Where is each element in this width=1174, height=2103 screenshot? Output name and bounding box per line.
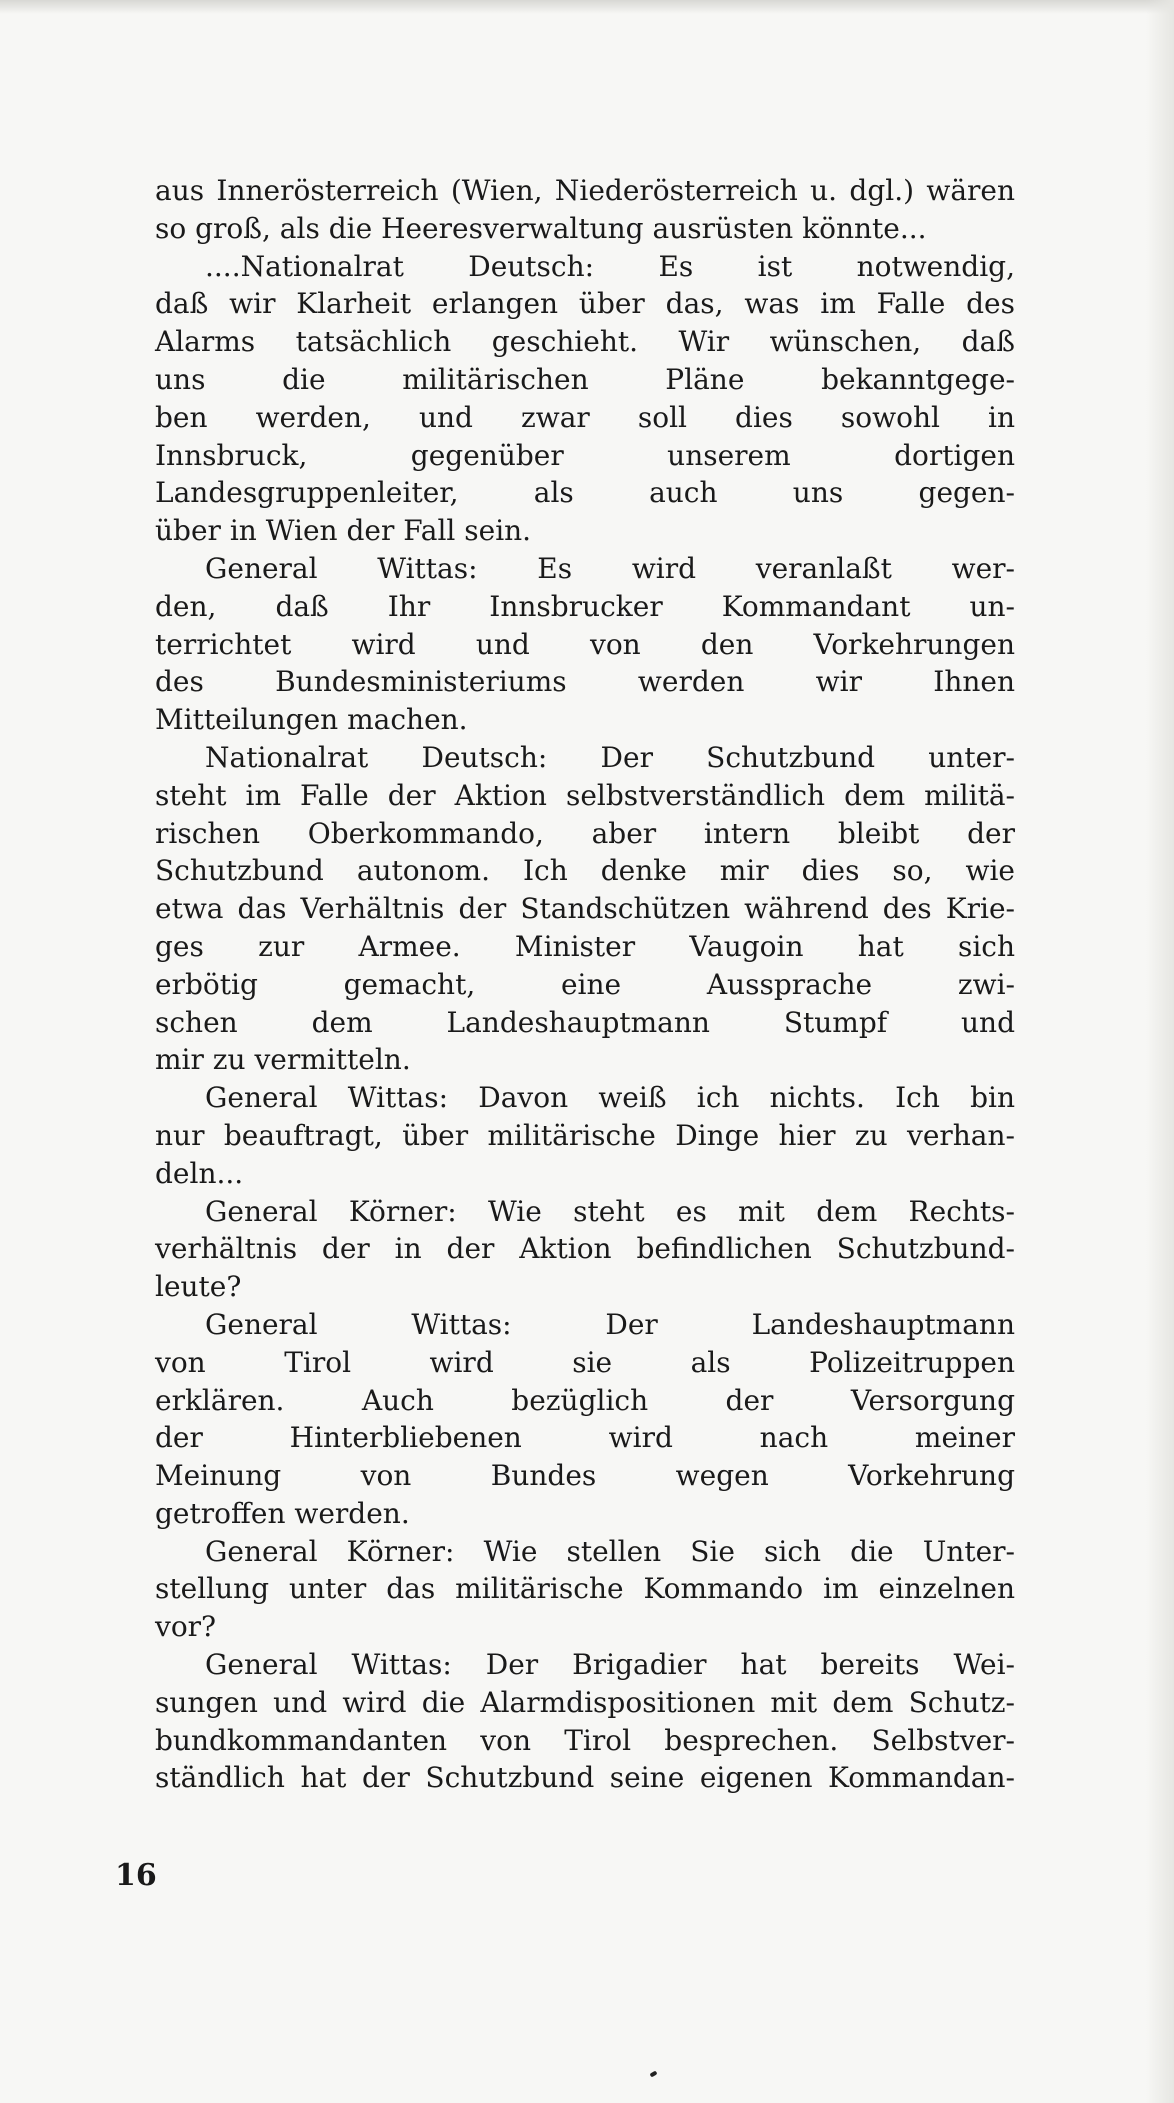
text-line: General Wittas: Es wird veranlaßt wer- [205,551,1015,585]
text-line: des Bundesministeriums werden wir Ihnen [155,665,1015,699]
page-top-edge [0,0,1174,14]
text-line: ges zur Armee. Minister Vaugoin hat sich [155,929,1015,963]
text-line: schen dem Landeshauptmann Stumpf und [155,1005,1015,1039]
text-line: aus Innerösterreich (Wien, Niederösterreich u. dgl.) wären [155,174,1015,207]
text-line: Schutzbund autonom. Ich denke mir dies so, wie [155,854,1015,888]
text-line: bundkommandanten von Tirol besprechen. Selbstver- [155,1723,1015,1757]
text-line: terrichtet wird und von den Vorkehrungen [155,627,1015,661]
text-line: leute? [155,1270,242,1304]
page-right-edge [1146,0,1174,2103]
text-line: steht im Falle der Aktion selbstverständlich dem militä- [155,778,1015,812]
text-line: so groß, als die Heeresverwaltung ausrüsten könnte... [155,211,927,245]
text-line: Nationalrat Deutsch: Der Schutzbund unter- [205,740,1015,774]
text-line: nur beauftragt, über militärische Dinge hier zu verhan- [155,1118,1015,1152]
text-line: daß wir Klarheit erlangen über das, was im Falle des [155,287,1015,321]
text-line: mir zu vermitteln. [155,1043,411,1077]
text-line: erbötig gemacht, eine Aussprache zwi- [155,967,1015,1001]
text-line: General Wittas: Der Brigadier hat bereits Wei- [205,1648,1015,1682]
text-line: sungen und wird die Alarmdispositionen mit dem Schutz- [155,1685,1015,1719]
body-text [155,172,1015,1797]
text-line: ständlich hat der Schutzbund seine eigenen Kommandan- [155,1761,1015,1795]
page-number: 16 [115,1858,157,1893]
text-line: General Wittas: Davon weiß ich nichts. Ich bin [205,1081,1015,1115]
text-line: ben werden, und zwar soll dies sowohl in [155,400,1015,434]
text-line: vor? [155,1610,217,1644]
text-line: Landesgruppenleiter, als auch uns gegen- [155,476,1015,510]
ink-speck [649,2071,657,2078]
text-line: General Körner: Wie steht es mit dem Rechts- [205,1194,1015,1228]
text-line: uns die militärischen Pläne bekanntgege- [155,362,1015,396]
text-line: verhältnis der in der Aktion befindlichen Schutzbund- [155,1232,1015,1266]
text-line: deln... [155,1156,244,1190]
text-line: General Körner: Wie stellen Sie sich die Unter- [205,1534,1015,1568]
text-line: über in Wien der Fall sein. [155,514,532,548]
text-line: der Hinterbliebenen wird nach meiner [155,1421,1015,1455]
text-line: etwa das Verhältnis der Standschützen während des Krie- [155,892,1015,926]
text-line: General Wittas: Der Landeshauptmann [205,1307,1015,1341]
text-line: stellung unter das militärische Kommando im einzelnen [155,1572,1015,1606]
text-line: Alarms tatsächlich geschieht. Wir wünschen, daß [155,325,1015,359]
text-line: erklären. Auch bezüglich der Versorgung [155,1383,1015,1417]
text-line: Meinung von Bundes wegen Vorkehrung [155,1459,1015,1493]
text-line: rischen Oberkommando, aber intern bleibt der [155,816,1015,850]
text-line: ....Nationalrat Deutsch: Es ist notwendig, [205,249,1015,283]
text-line: Innsbruck, gegenüber unserem dortigen [155,438,1015,472]
text-line: Mitteilungen machen. [155,703,468,737]
text-line: den, daß Ihr Innsbrucker Kommandant un- [155,589,1015,623]
text-line: von Tirol wird sie als Polizeitruppen [155,1345,1015,1379]
text-line: getroffen werden. [155,1496,410,1530]
